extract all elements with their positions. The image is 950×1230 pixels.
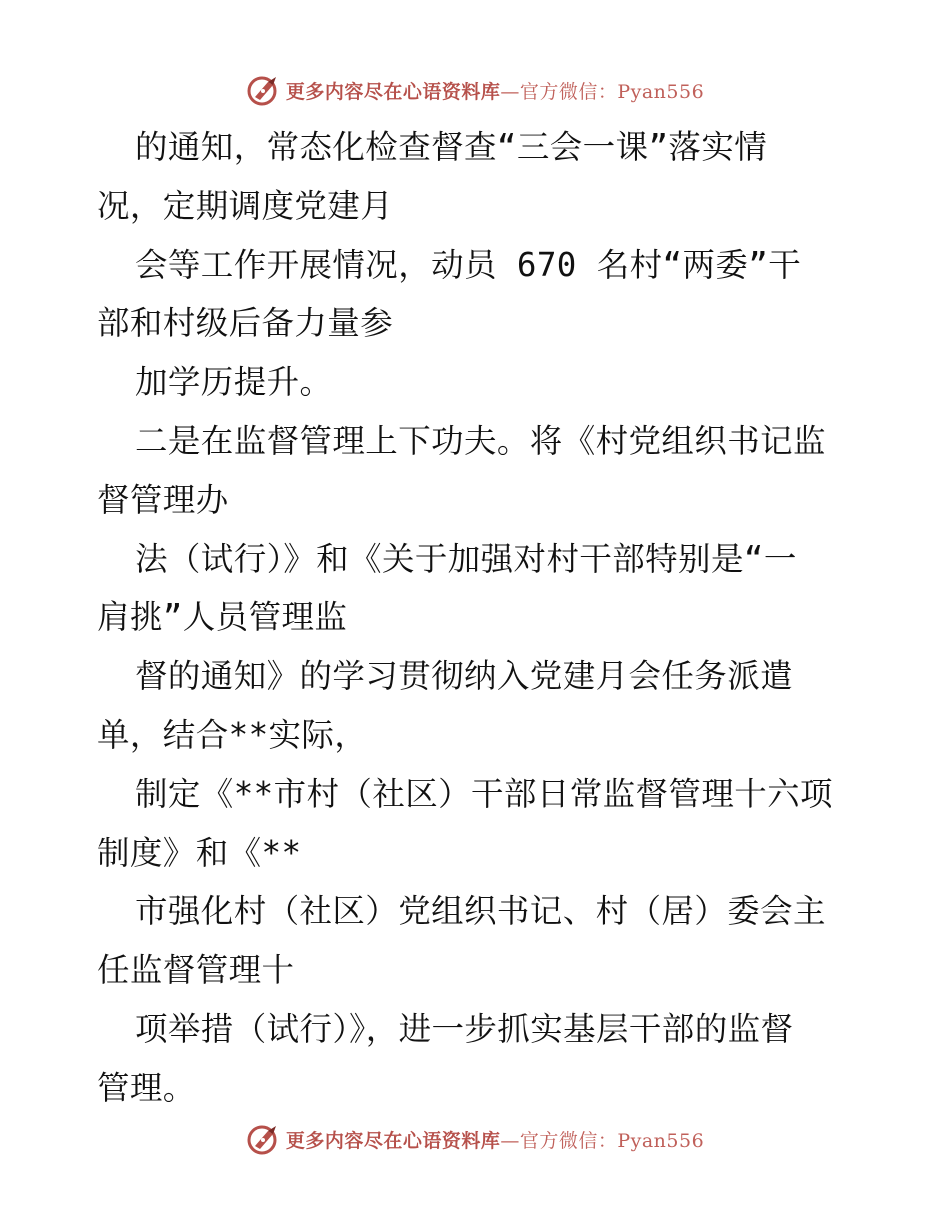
body-line: 督管理办 <box>97 480 229 519</box>
body-line: 的通知，常态化检查督查“三会一课”落实情 <box>135 128 768 166</box>
body-line: 制定《**市村（社区）干部日常监督管理十六项 <box>135 774 833 813</box>
body-line: 制度》和《** <box>97 833 302 872</box>
body-line: 会等工作开展情况，动员 670 名村“两委”干 <box>135 245 802 284</box>
header-wechat-id: —官方微信：Pyan556 <box>500 80 705 103</box>
document-body <box>97 118 857 1118</box>
body-line: 法（试行）》和《关于加强对村干部特别是“一 <box>135 539 797 578</box>
body-line: 任监督管理十 <box>97 951 295 990</box>
body-line: 市强化村（社区）党组织书记、村（居）委会主 <box>135 892 826 931</box>
body-line: 况，定期调度党建月 <box>97 186 394 225</box>
body-line: 二是在监督管理上下功夫。将《村党组织书记监 <box>135 421 826 460</box>
header-watermark-banner <box>0 70 950 110</box>
body-line: 肩挑”人员管理监 <box>97 598 348 637</box>
header-watermark-text: 更多内容尽在心语资料库—官方微信：Pyan556 <box>285 80 705 103</box>
body-line: 部和村级后备力量参 <box>97 304 394 343</box>
pen-nib-logo-icon <box>246 73 280 107</box>
body-line: 管理。 <box>97 1068 196 1107</box>
body-line: 加学历提升。 <box>135 363 333 402</box>
footer-watermark-text: 更多内容尽在心语资料库—官方微信：Pyan556 <box>285 1129 705 1152</box>
footer-wechat-id: —官方微信：Pyan556 <box>500 1129 705 1152</box>
body-line: 单，结合**实际， <box>97 715 368 754</box>
body-line: 项举措（试行）》，进一步抓实基层干部的监督 <box>135 1009 794 1048</box>
body-line: 督的通知》的学习贯彻纳入党建月会任务派遣 <box>135 657 794 696</box>
footer-watermark-banner <box>0 1119 950 1159</box>
pen-nib-logo-icon <box>246 1122 280 1156</box>
